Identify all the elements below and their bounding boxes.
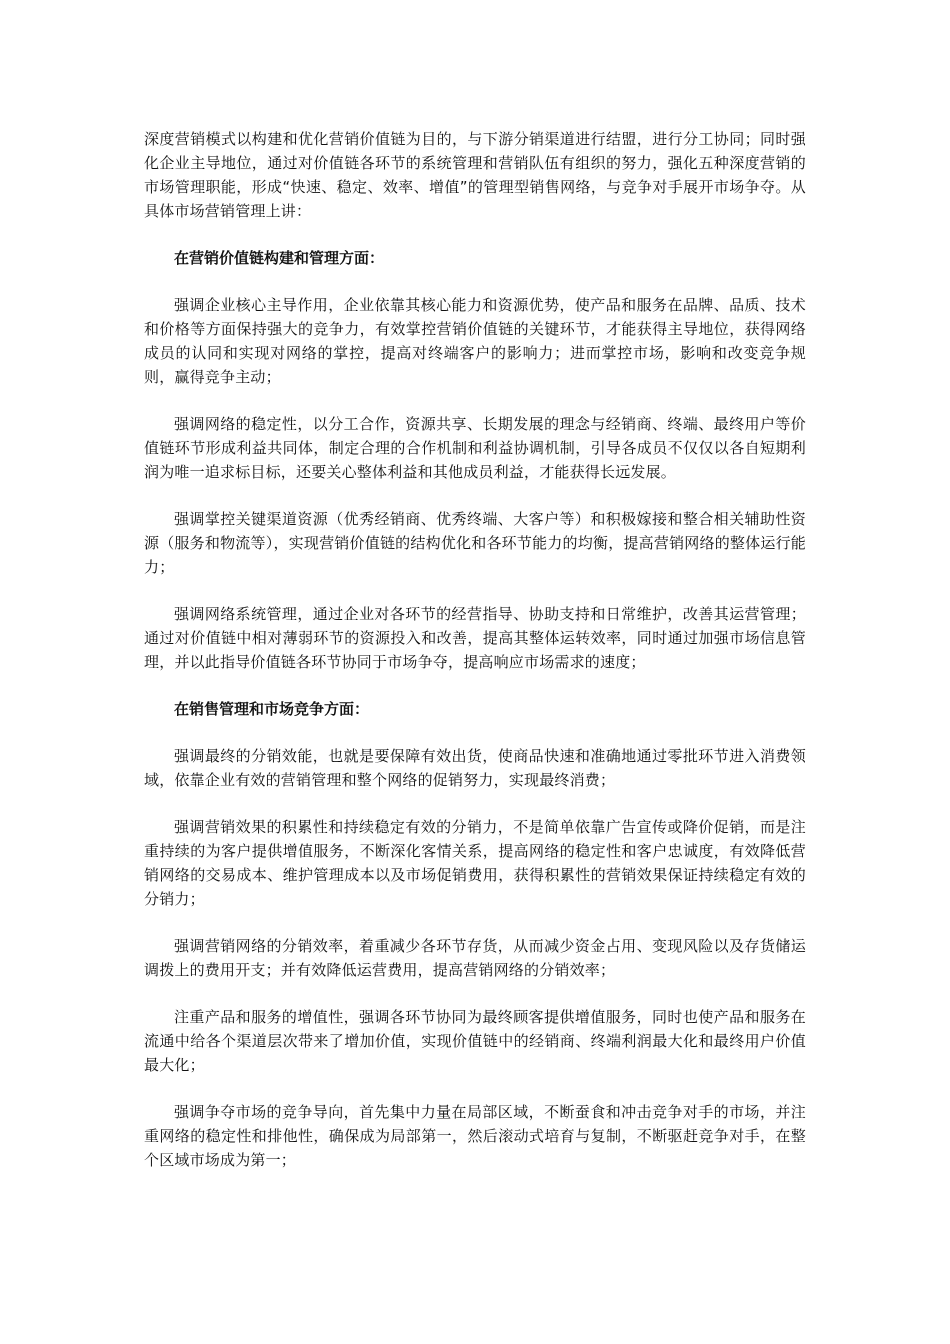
paragraph-network-stability: 强调网络的稳定性，以分工合作，资源共享、长期发展的理念与经销商、终端、最终用户等价值链环节形成利益共同体，制定合理的合作机制和利益协调机制，引导各成员不仅仅以各自短期利润为唯一追求标目标，还要关心整体利益和其他成员利益，才能获得长远发展。 — [144, 415, 806, 481]
paragraph-value-added: 注重产品和服务的增值性，强调各环节协同为最终顾客提供增值服务，同时也使产品和服务在流通中给各个渠道层次带来了增加价值，实现价值链中的经销商、终端利润最大化和最终用户价值最大化； — [144, 1008, 806, 1074]
document-body — [144, 127, 806, 1195]
section-heading-sales-competition: 在销售管理和市场竞争方面： — [174, 700, 370, 718]
section-heading-value-chain: 在营销价值链构建和管理方面： — [174, 249, 385, 267]
paragraph-core-leadership: 强调企业核心主导作用，企业依靠其核心能力和资源优势，使产品和服务在品牌、品质、技术和价格等方面保持强大的竞争力，有效掌控营销价值链的关键环节，才能获得主导地位，获得网络成员的认同和实现对网络的掌控，提高对终端客户的影响力；进而掌控市场，影响和改变竞争规则，赢得竞争主动； — [144, 296, 806, 386]
intro-paragraph: 深度营销模式以构建和优化营销价值链为目的，与下游分销渠道进行结盟，进行分工协同；同时强化企业主导地位，通过对价值链各环节的系统管理和营销队伍有组织的努力，强化五种深度营销的市场管理职能，形成“快速、稳定、效率、增值”的管理型销售网络，与竞争对手展开市场争夺。从具体市场营销管理上讲： — [144, 130, 806, 220]
paragraph-cumulative-effect: 强调营销效果的积累性和持续稳定有效的分销力，不是简单依靠广告宣传或降价促销，而是注重持续的为客户提供增值服务，不断深化客情关系，提高网络的稳定性和客户忠诚度，有效降低营销网络的交易成本、维护管理成本以及市场促销费用，获得积累性的营销效果保证持续稳定有效的分销力； — [144, 818, 806, 908]
paragraph-competition-orientation: 强调争夺市场的竞争导向，首先集中力量在局部区域，不断蚕食和冲击竞争对手的市场，并注重网络的稳定性和排他性，确保成为局部第一，然后滚动式培育与复制，不断驱赶竞争对手，在整个区域市场成为第一； — [144, 1103, 806, 1169]
paragraph-distribution-efficacy: 强调最终的分销效能，也就是要保障有效出货，使商品快速和准确地通过零批环节进入消费领域，依靠企业有效的营销管理和整个网络的促销努力，实现最终消费； — [144, 747, 806, 789]
paragraph-key-channel-resources: 强调掌控关键渠道资源（优秀经销商、优秀终端、大客户等）和积极嫁接和整合相关辅助性资源（服务和物流等），实现营销价值链的结构优化和各环节能力的均衡，提高营销网络的整体运行能力； — [144, 510, 806, 576]
paragraph-network-system-management: 强调网络系统管理，通过企业对各环节的经营指导、协助支持和日常维护，改善其运营管理；通过对价值链中相对薄弱环节的资源投入和改善，提高其整体运转效率，同时通过加强市场信息管理，并以此指导价值链各环节协同于市场争夺，提高响应市场需求的速度； — [144, 605, 806, 671]
paragraph-distribution-efficiency: 强调营销网络的分销效率，着重减少各环节存货，从而减少资金占用、变现风险以及存货储运调拨上的费用开支；并有效降低运营费用，提高营销网络的分销效率； — [144, 937, 806, 979]
